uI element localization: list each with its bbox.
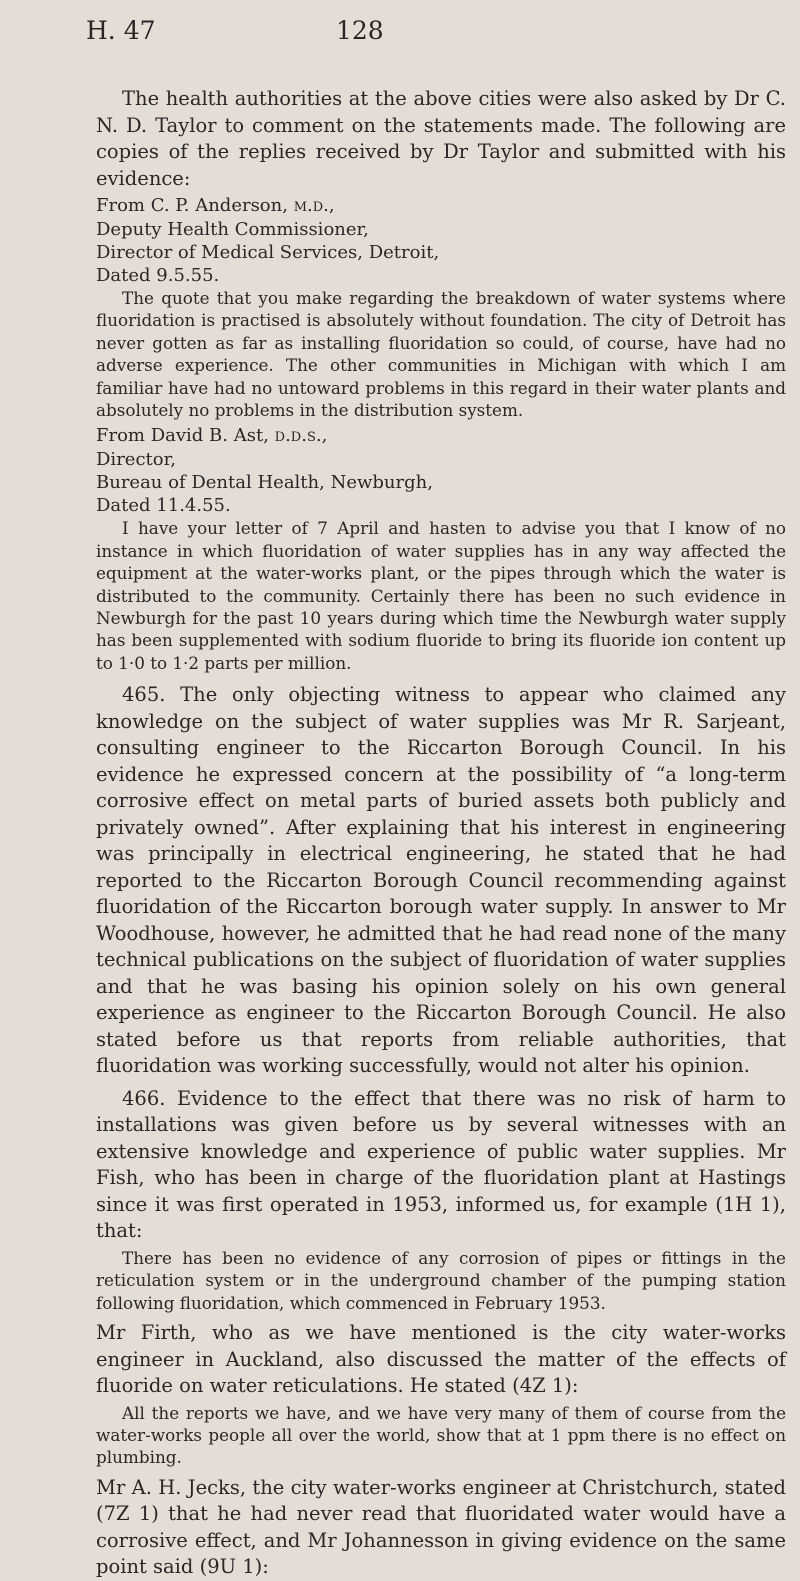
letter-ast: [96, 424, 786, 674]
letter-date: Dated 9.5.55.: [96, 265, 220, 286]
letter-anderson: [96, 194, 786, 421]
paragraph-jecks: Mr A. H. Jecks, the city water-works engineer at Christchurch, stated (7Z 1) that he had never read that fluoridated water would have a corrosive effect, and Mr Johannesson in giving evidence on the same point said (9U 1):: [96, 1475, 786, 1579]
page-header: [86, 16, 766, 56]
letter-date: Dated 11.4.55.: [96, 495, 231, 517]
letter-office: Director of Medical Services, Detroit,: [96, 242, 440, 263]
letter-from-degree: d.d.s.,: [274, 425, 328, 447]
paragraph-firth: Mr Firth, who as we have mentioned is the city water-works engineer in Auckland, also discussed the matter of the effects of fluoride on water reticulations. He stated (4Z 1):: [96, 1321, 786, 1397]
letter-from-degree: m.d.,: [293, 195, 335, 216]
paragraph-465: 465. The only objecting witness to appear who claimed any knowledge on the subject of water supplies was Mr R. Sarjeant, consulting engineer to the Riccarton Borough Council. In his evidence he expressed concern at the possibility of “a long-term corrosive effect on metal parts of buried assets both publicly and privately owned”. After explaining that his interest in engineering was principally in electrical engineering, he stated that he had reported to the Riccarton Borough Council recommending against fluoridation of the Riccarton borough water supply. In answer to Mr Woodhouse, however, he admitted that he had read none of the many technical publications on the subject of fluoridation of water supplies and that he was basing his opinion solely on his own general experience as engineer to the Riccarton Borough Council. He also stated before us that reports from reliable authorities, that fluoridation was working successfully, would not alter his opinion.: [96, 683, 786, 1078]
letter-title: Deputy Health Commissioner,: [96, 219, 369, 240]
document-body: [96, 86, 786, 1581]
letter-title: Director,: [96, 449, 176, 471]
intro-paragraph: The health authorities at the above cities were also asked by Dr C. N. D. Taylor to comment on the statements made. The following are copies of the replies received by Dr Taylor and submitted with his evidence:: [96, 87, 786, 190]
letter-quote: I have your letter of 7 April and hasten to advise you that I know of no instance in which fluoridation of water supplies has in any way affected the equipment at the water-works plant, or the pipes through which the water is distributed to the community. Certainly there has been no such evidence in Newburgh for the past 10 years during which time the Newburgh water supply has been supplemented with sodium fluoride to bring its fluoride ion content up to 1·0 to 1·2 parts per million.: [96, 518, 786, 673]
quote-fish: There has been no evidence of any corrosion of pipes or fittings in the reticulation system or in the underground chamber of the pumping station following fluoridation, which commenced in February 1953.: [96, 1247, 786, 1313]
letter-from: [96, 194, 786, 218]
quote-firth: All the reports we have, and we have very many of them of course from the water-works people all over the world, show that at 1 ppm there is no effect on plumbing.: [96, 1402, 786, 1468]
report-reference: H. 47: [86, 16, 156, 45]
letter-from: [96, 424, 786, 448]
letter-from-name: From David B. Ast,: [96, 425, 269, 447]
letter-from-name: From C. P. Anderson,: [96, 195, 288, 216]
letter-office: Bureau of Dental Health, Newburgh,: [96, 472, 433, 494]
paragraph-466: 466. Evidence to the effect that there was no risk of harm to installations was given before us by several witnesses with an extensive knowledge and experience of public water supplies. Mr Fish, who has been in charge of the fluoridation plant at Hastings since it was first operated in 1953, informed us, for example (1H 1), that:: [96, 1086, 786, 1243]
letter-quote: The quote that you make regarding the breakdown of water systems where fluoridation is practised is absolutely without foundation. The city of Detroit has never gotten as far as installing fluoridation so could, of course, have had no adverse experience. The other communities in Michigan with which I am familiar have had no untoward problems in this regard in their water plants and absolutely no problems in the distribution system.: [96, 288, 786, 421]
page-number: 128: [336, 16, 384, 45]
